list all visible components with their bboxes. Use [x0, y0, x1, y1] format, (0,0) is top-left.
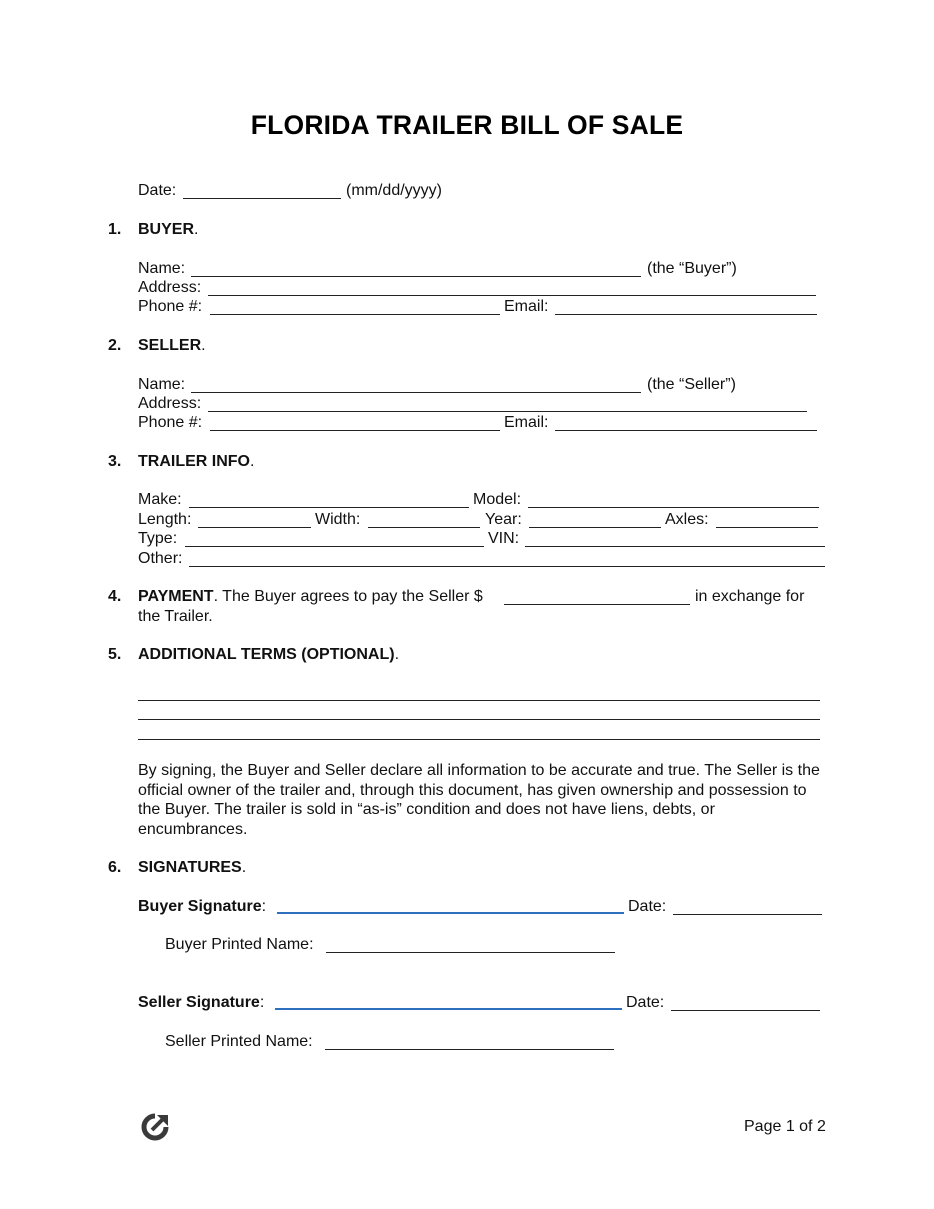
- other-label: Other:: [138, 550, 183, 567]
- payment-trailer-text: the Trailer.: [138, 608, 213, 625]
- payment-text: PAYMENT. The Buyer agrees to pay the Seller $: [138, 588, 483, 605]
- other-field[interactable]: [189, 566, 825, 567]
- terms-section-heading: ADDITIONAL TERMS (OPTIONAL).: [138, 646, 400, 663]
- terms-line-2[interactable]: [138, 719, 820, 720]
- make-label: Make:: [138, 491, 182, 508]
- seller-section-heading: SELLER.: [138, 337, 206, 354]
- section-2-number: 2.: [108, 337, 122, 354]
- payment-exchange-text: in exchange for: [695, 588, 805, 605]
- buyer-address-field[interactable]: [208, 295, 816, 296]
- length-field[interactable]: [198, 527, 311, 528]
- buyer-signature-date-label: Date:: [628, 898, 667, 915]
- page-number: Page 1 of 2: [744, 1118, 826, 1135]
- seller-phone-field[interactable]: [210, 430, 500, 431]
- seller-name-suffix: (the “Seller”): [647, 376, 736, 393]
- date-field-line[interactable]: [183, 198, 341, 199]
- axles-label: Axles:: [665, 511, 709, 528]
- model-field[interactable]: [528, 507, 819, 508]
- model-label: Model:: [473, 491, 522, 508]
- buyer-name-suffix: (the “Buyer”): [647, 260, 737, 277]
- vin-field[interactable]: [525, 546, 825, 547]
- buyer-printed-name-field[interactable]: [326, 952, 615, 953]
- year-label: Year:: [485, 511, 522, 528]
- section-6-number: 6.: [108, 859, 122, 876]
- buyer-phone-field[interactable]: [210, 314, 500, 315]
- buyer-signature-label: Buyer Signature:: [138, 898, 267, 915]
- seller-signature-date-label: Date:: [626, 994, 665, 1011]
- seller-phone-label: Phone #:: [138, 414, 203, 431]
- date-format-hint: (mm/dd/yyyy): [346, 182, 442, 199]
- date-label: Date:: [138, 182, 177, 199]
- vin-label: VIN:: [488, 530, 520, 547]
- seller-signature-date-field[interactable]: [671, 1010, 820, 1011]
- type-field[interactable]: [185, 546, 484, 547]
- refresh-arrow-logo-icon: [140, 1112, 170, 1142]
- seller-address-label: Address:: [138, 395, 202, 412]
- seller-name-field[interactable]: [191, 392, 641, 393]
- seller-email-field[interactable]: [555, 430, 817, 431]
- seller-address-field[interactable]: [208, 411, 807, 412]
- document-title: FLORIDA TRAILER BILL OF SALE: [250, 110, 684, 140]
- buyer-email-label: Email:: [504, 298, 549, 315]
- terms-line-1[interactable]: [138, 700, 820, 701]
- width-label: Width:: [315, 511, 361, 528]
- make-field[interactable]: [189, 507, 469, 508]
- payment-amount-field[interactable]: [504, 604, 690, 605]
- seller-email-label: Email:: [504, 414, 549, 431]
- seller-printed-name-label: Seller Printed Name:: [165, 1033, 313, 1050]
- trailer-section-heading: TRAILER INFO.: [138, 453, 255, 470]
- declaration-paragraph: By signing, the Buyer and Seller declare all information to be accurate and true. The Seller is the official owner of the trailer and, through this document, has given ownership and possession to the Buyer. The trailer is sold in “as-is” condition and does not have liens, debts, or encumbrances.: [138, 762, 820, 838]
- buyer-signature-field[interactable]: [277, 912, 624, 914]
- section-1-number: 1.: [108, 221, 122, 238]
- seller-signature-field[interactable]: [275, 1008, 622, 1010]
- buyer-phone-label: Phone #:: [138, 298, 203, 315]
- width-field[interactable]: [368, 527, 480, 528]
- year-field[interactable]: [529, 527, 661, 528]
- buyer-address-label: Address:: [138, 279, 202, 296]
- signatures-section-heading: SIGNATURES.: [138, 859, 247, 876]
- buyer-signature-date-field[interactable]: [673, 914, 822, 915]
- seller-name-label: Name:: [138, 376, 186, 393]
- length-label: Length:: [138, 511, 192, 528]
- buyer-section-heading: BUYER.: [138, 221, 199, 238]
- section-4-number: 4.: [108, 588, 122, 605]
- buyer-printed-name-label: Buyer Printed Name:: [165, 936, 314, 953]
- section-5-number: 5.: [108, 646, 122, 663]
- type-label: Type:: [138, 530, 178, 547]
- seller-printed-name-field[interactable]: [325, 1049, 614, 1050]
- buyer-email-field[interactable]: [555, 314, 817, 315]
- terms-line-3[interactable]: [138, 739, 820, 740]
- buyer-name-label: Name:: [138, 260, 186, 277]
- section-3-number: 3.: [108, 453, 122, 470]
- seller-signature-label: Seller Signature:: [138, 994, 265, 1011]
- axles-field[interactable]: [716, 527, 818, 528]
- buyer-name-field[interactable]: [191, 276, 641, 277]
